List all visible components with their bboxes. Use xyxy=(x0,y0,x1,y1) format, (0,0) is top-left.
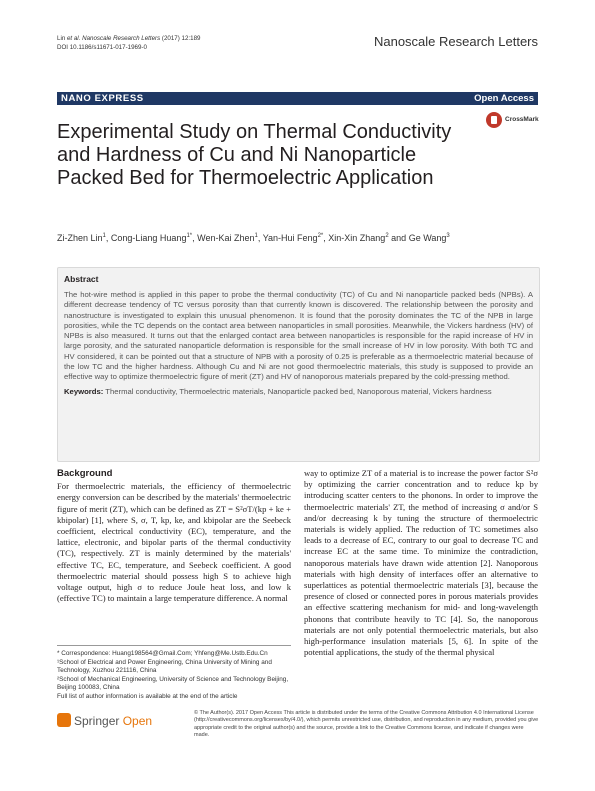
keywords-label: Keywords: xyxy=(64,386,104,396)
affiliation-1: ¹School of Electrical and Power Engineering, China University of Mining and Technology, Xuzhou 221116, China xyxy=(57,658,272,675)
background-text-left: For thermoelectric materials, the efficiency of thermoelectric energy conversion can be described by the materials' thermoelectric figure of merit (ZT), which can be defined as ZT = S²σT/(kp + ke + kbipolar) [1], where S, σ, T, kp, ke, and kbipolar are the Seebeck coefficient, electrical conductivity (EC), temperature, and the lattice, electronic, and bipolar parts of the thermal conductivity (TC), respectively. ZT is mainly determined by the materials' effective TC, EC, temperature, and Seebeck coefficient. A good thermoelectric material should possess high S to achieve high voltage output, high σ to reduce Joule heat loss, and low k (effective TC) to maintain a large temperature difference. A normal xyxy=(57,481,291,604)
crossmark-icon xyxy=(486,112,502,128)
springer-horse-icon xyxy=(57,713,71,727)
citation-etal: et al. xyxy=(66,35,81,42)
section-banner xyxy=(57,92,538,105)
author-name: Xin-Xin Zhang xyxy=(328,233,386,243)
citation-line xyxy=(57,34,200,43)
background-text-right: way to optimize ZT of a material is to increase the power factor S²σ by optimizing the carrier concentration and to reduce kp by introducing scatter centers to the phonons. In order to improve the thermoelectric materials' ZT, the method of increasing σ and/or S and/or decreasing k by tuning the structure of thermoelectric materials is widely applied. The reduction of TC sometimes also leads to a decrease of EC, contrary to our goal to decrease TC and increase EC at the same time. To minimize the contradiction, nanoporous materials have drawn wide attention [2]. Nanoporous materials with high density of interfaces offer an alternative to superlattices as potential thermoelectric materials [3], because the presence of closed or connected pores in porous materials provides an effective scattering mechanism for mid- and long-wavelength phonons that contribute heavily to TC [4]. So, the nanoporous materials are not only potential thermoelectric materials, but also high-performance insulation materials [5, 6]. In spite of the potential applications, the study of the thermal physical xyxy=(304,468,538,658)
citation-year-issue: (2017) 12:189 xyxy=(160,35,201,42)
author-affiliation: 2 xyxy=(385,233,389,239)
author[interactable] xyxy=(111,233,192,243)
section-label: NANO EXPRESS xyxy=(61,93,144,104)
license-text: © The Author(s). 2017 Open Access This article is distributed under the terms of the Creative Commons Attribution 4.0 International License (http://creativecommons.org/licenses/by/4.0/), which permits unrestricted use, distribution, and reproduction in any medium, provided you give appropriate credit to the original author(s) and the source, provide a link to the Creative Commons license, and indicate if changes were made. xyxy=(194,710,539,739)
publisher-name-part2: Open xyxy=(119,714,153,728)
full-list-note: Full list of author information is available at the end of the article xyxy=(57,692,238,700)
crossmark-label: CrossMark xyxy=(505,116,539,123)
author-name: Cong-Liang Huang xyxy=(110,233,187,243)
author-affiliation: 2* xyxy=(317,233,324,239)
abstract-heading: Abstract xyxy=(64,274,99,284)
author-affiliation: 3 xyxy=(446,233,450,239)
citation-authors: Lin xyxy=(57,35,67,42)
publisher-name xyxy=(74,714,152,728)
doi[interactable]: DOI 10.1186/s11671-017-1969-0 xyxy=(57,44,147,51)
footnotes xyxy=(57,645,291,702)
keywords xyxy=(64,387,533,397)
springer-open-logo[interactable] xyxy=(57,713,153,729)
citation-header xyxy=(57,34,200,52)
abstract-box xyxy=(57,267,540,462)
citation-journal: Nanoscale Research Letters xyxy=(80,35,161,42)
abstract-body: The hot-wire method is applied in this paper to probe the thermal conductivity (TC) of Cu and Ni nanoparticle packed beds (NPBs). A different decrease tendency of TC versus porosity than that currently known is discovered. The relationship between the porosity and nanostructure is investigated to explain this unusual phenomenon. It is found that the porosity dominates the TC of the NPB in large porosities, while the TC depends on the contact area between nanoparticles in small porosities. Meanwhile, the Vickers hardness (HV) of NPBs is also measured. It turns out that the enlarged contact area between nanoparticles is responsible for the rapid increase of HV in large porosity, and the saturated nanoparticle deformation is responsible for the small increase of HV in low porosity. With both TC and HV considered, it can be pointed out that a structure of NPB with a porosity of 0.25 is preferable as a thermoelectric material because of the low TC and the higher hardness. Although Cu and Ni are not good thermoelectric materials, this study is supposed to provide an effective way to optimize thermoelectric figure of merit (ZT) and HV of nanoporous materials prepared by the cold-pressing method. xyxy=(64,290,533,382)
author[interactable] xyxy=(197,233,258,243)
author-name: Ge Wang xyxy=(408,233,447,243)
body-left-column xyxy=(57,468,291,604)
author[interactable] xyxy=(263,233,324,243)
author-affiliation: 1 xyxy=(254,233,258,239)
author-affiliation: 1 xyxy=(102,233,106,239)
author-name: Wen-Kai Zhen xyxy=(197,233,255,243)
open-access-label: Open Access xyxy=(474,93,534,104)
background-heading: Background xyxy=(57,468,113,479)
keywords-text: Thermal conductivity, Thermoelectric materials, Nanoparticle packed bed, Nanoporous material, Vickers hardness xyxy=(103,386,492,396)
author[interactable] xyxy=(57,233,106,243)
author-name: Zi-Zhen Lin xyxy=(57,233,103,243)
author[interactable] xyxy=(409,233,450,243)
author-affiliation: 1* xyxy=(186,233,193,239)
body-right-column xyxy=(304,468,538,658)
affiliation-2: ²School of Mechanical Engineering, University of Science and Technology Beijing, Beijing 100083, China xyxy=(57,675,289,692)
author[interactable] xyxy=(328,233,388,243)
journal-name: Nanoscale Research Letters xyxy=(373,34,538,49)
crossmark-button[interactable] xyxy=(486,112,544,130)
author-name: Yan-Hui Feng xyxy=(262,233,318,243)
publisher-name-part1: Springer xyxy=(74,714,120,728)
correspondence-note: * Correspondence: Huang198564@Gmail.Com; Yhfeng@Me.Ustb.Edu.Cn xyxy=(57,650,268,657)
article-title: Experimental Study on Thermal Conductivity and Hardness of Cu and Ni Nanoparticle Packed Bed for Thermoelectric Application xyxy=(57,121,452,189)
author-list: Zi-Zhen Lin$^1$, Cong-Liang Huang$^{1*}$, Wen-Kai Zhen$^1$, Yan-Hui Feng$^{2*}$, Xin-Xin Zhang$^2$ and Ge Wang$^3$ xyxy=(57,233,450,243)
